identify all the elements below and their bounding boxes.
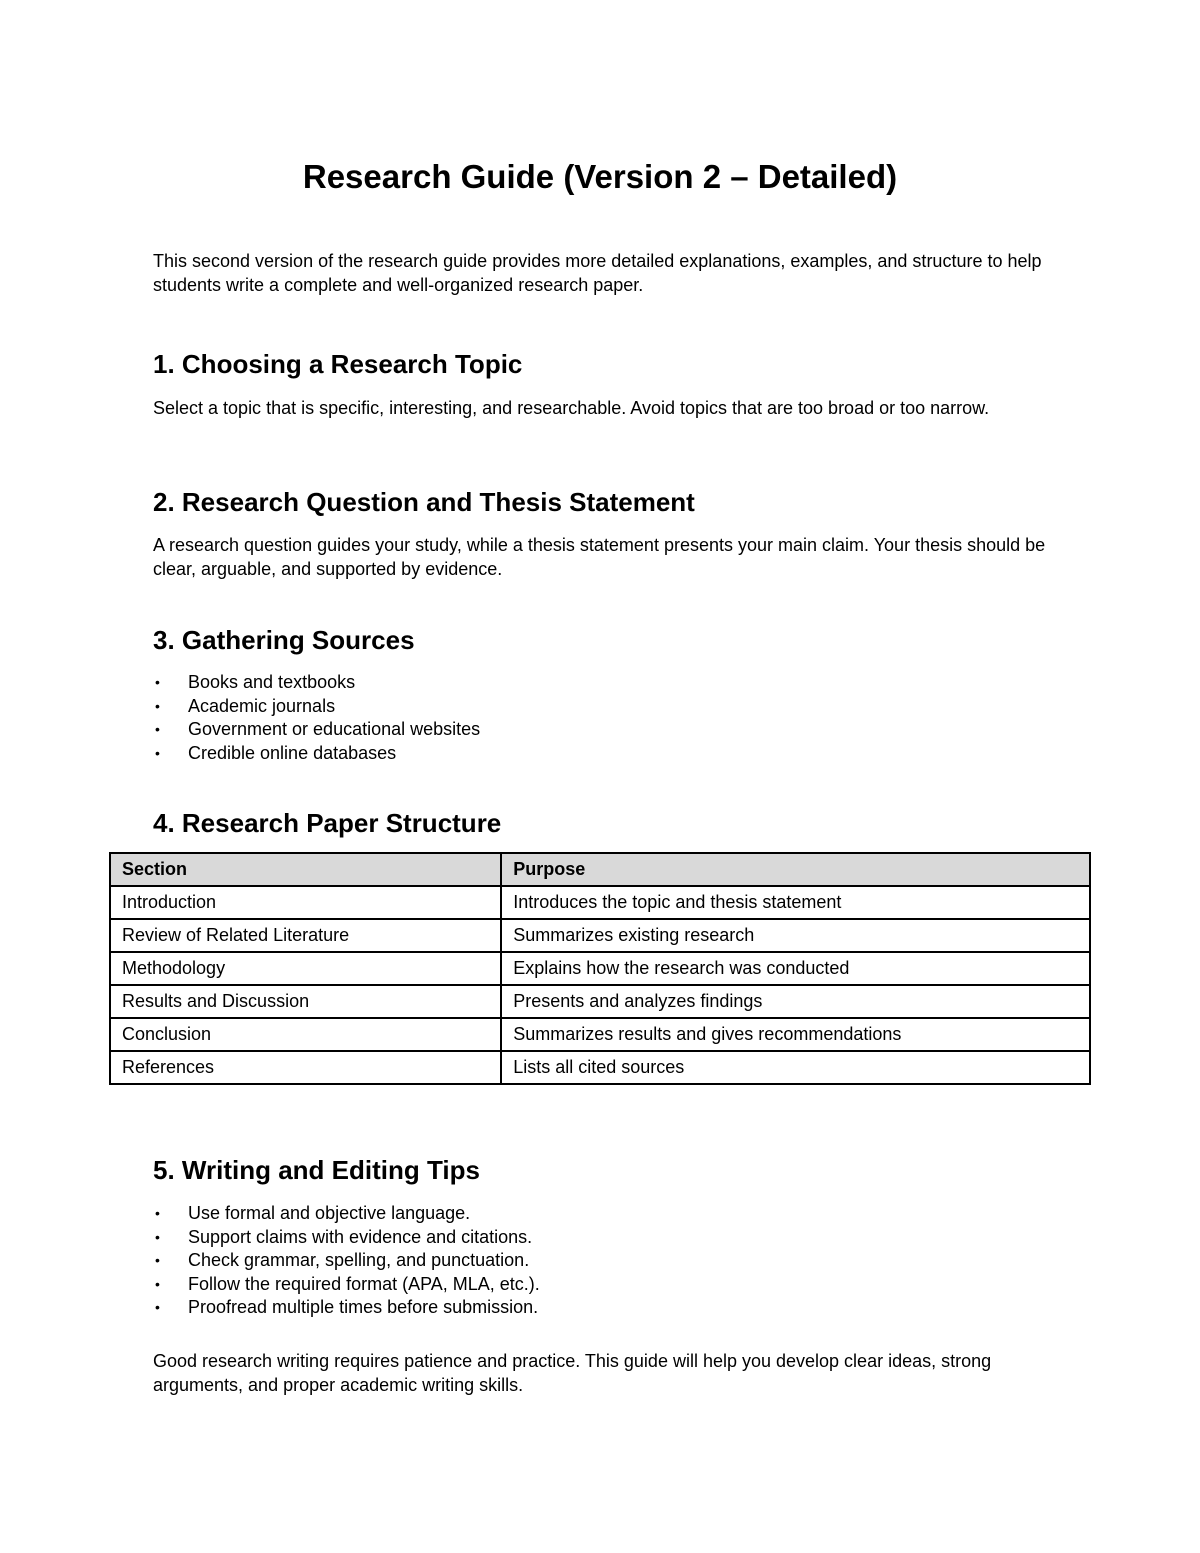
- table-row: [110, 952, 1090, 985]
- bullet-icon: •: [155, 1228, 160, 1245]
- table-header-cell: Section: [110, 853, 501, 886]
- table-row: [110, 886, 1090, 919]
- section-5-heading: 5. Writing and Editing Tips: [153, 1155, 480, 1185]
- list-item: • Government or educational websites: [153, 718, 480, 742]
- bullet-icon: •: [155, 1205, 160, 1221]
- table-cell: Review of Related Literature: [110, 919, 501, 952]
- list-item: • Check grammar, spelling, and punctuation.: [153, 1249, 540, 1273]
- bullet-icon: •: [155, 1299, 160, 1315]
- bullet-icon: •: [155, 1275, 160, 1292]
- sources-list: [153, 671, 480, 765]
- list-item: • Academic journals: [153, 695, 480, 719]
- table-cell: Introduction: [110, 886, 501, 919]
- section-2-heading: 2. Research Question and Thesis Statement: [153, 487, 695, 517]
- document-title: Research Guide (Version 2 – Detailed): [302, 158, 898, 195]
- bullet-icon: •: [155, 1252, 160, 1268]
- list-item: • Books and textbooks: [153, 671, 480, 695]
- section-2-text: A research question guides your study, while a thesis statement presents your main claim. Your thesis should be clear, arguable, and supported by evidence.: [153, 535, 1046, 579]
- list-item: • Support claims with evidence and citations.: [153, 1226, 540, 1250]
- table-row: [110, 1018, 1090, 1051]
- table-header-row: [110, 853, 1090, 886]
- list-item: • Follow the required format (APA, MLA, etc.).: [153, 1273, 540, 1297]
- table-cell: Results and Discussion: [110, 985, 501, 1018]
- bullet-icon: •: [155, 721, 160, 737]
- table-cell: Summarizes existing research: [501, 919, 1090, 952]
- structure-table: [109, 852, 1091, 1085]
- list-item: • Use formal and objective language.: [153, 1202, 540, 1226]
- table-header-cell: Purpose: [501, 853, 1090, 886]
- table-row: [110, 985, 1090, 1018]
- bullet-icon: •: [155, 697, 160, 714]
- section-4-heading: 4. Research Paper Structure: [153, 808, 502, 838]
- bullet-icon: •: [155, 744, 160, 761]
- table-cell: Conclusion: [110, 1018, 501, 1051]
- table-cell: Presents and analyzes findings: [501, 985, 1090, 1018]
- intro-paragraph: This second version of the research guide provides more detailed explanations, examples, and structure to help students write a complete and well-organized research paper.: [153, 251, 1042, 295]
- table-cell: Methodology: [110, 952, 501, 985]
- list-item: • Proofread multiple times before submission.: [153, 1296, 540, 1320]
- table-cell: References: [110, 1051, 501, 1084]
- bullet-icon: •: [155, 674, 160, 690]
- list-item: • Credible online databases: [153, 742, 480, 766]
- closing-paragraph: Good research writing requires patience and practice. This guide will help you develop clear ideas, strong arguments, and proper academic writing skills.: [153, 1351, 992, 1395]
- table-cell: Introduces the topic and thesis statement: [501, 886, 1090, 919]
- section-1-heading: 1. Choosing a Research Topic: [153, 349, 523, 379]
- tips-list: [153, 1202, 540, 1320]
- table-cell: Explains how the research was conducted: [501, 952, 1090, 985]
- table-cell: Lists all cited sources: [501, 1051, 1090, 1084]
- section-3-heading: 3. Gathering Sources: [153, 625, 415, 655]
- table-row: [110, 919, 1090, 952]
- table-row: [110, 1051, 1090, 1084]
- table-cell: Summarizes results and gives recommendations: [501, 1018, 1090, 1051]
- section-1-text: Select a topic that is specific, interesting, and researchable. Avoid topics that are too broad or too narrow.: [153, 398, 990, 418]
